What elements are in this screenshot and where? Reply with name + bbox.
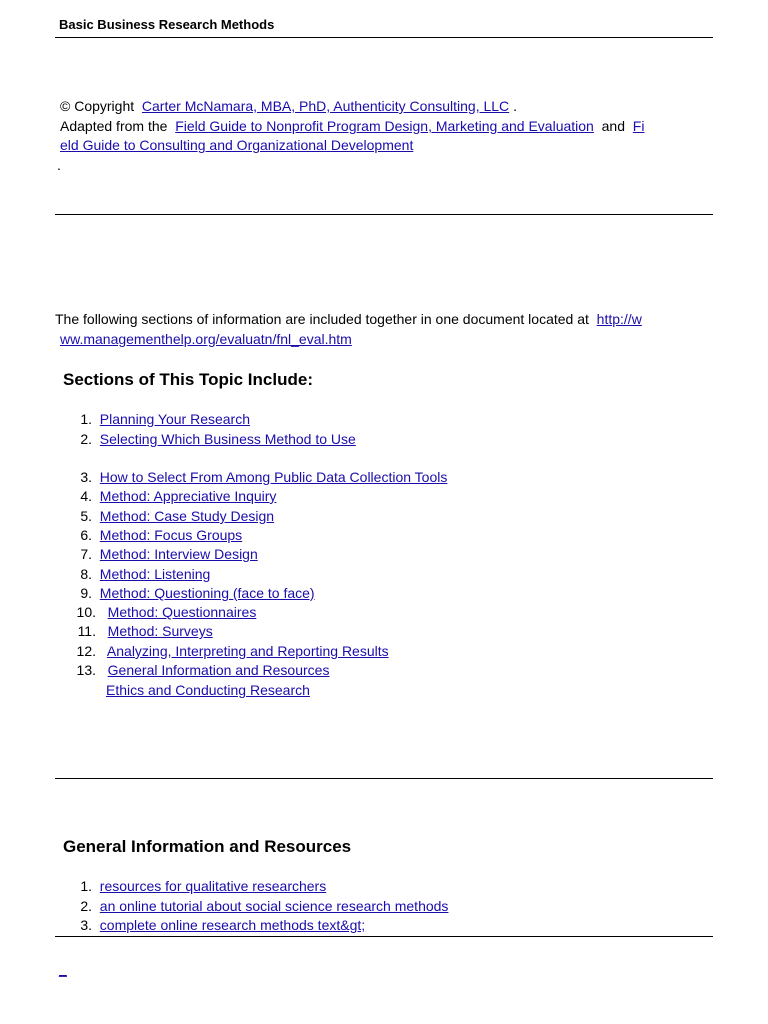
author-link[interactable]: Carter McNamara, MBA, PhD, Authenticity Consulting, LLC <box>141 98 510 114</box>
list-item-number: 11. <box>77 623 96 639</box>
list-item <box>60 604 256 620</box>
copyright-line <box>60 97 517 117</box>
adapted-and: and <box>601 118 625 134</box>
list-item-number: 13. <box>76 662 96 678</box>
section-link-public-data[interactable]: How to Select From Among Public Data Collection Tools <box>99 469 448 485</box>
field-guide-consulting-link-part2[interactable]: eld Guide to Consulting and Organizational Development <box>60 137 414 153</box>
section-link-planning[interactable]: Planning Your Research <box>99 411 251 427</box>
list-item <box>60 411 250 427</box>
list-item-number: 2. <box>80 431 92 447</box>
section-link-focus-groups[interactable]: Method: Focus Groups <box>99 527 243 543</box>
section-link-analyzing[interactable]: Analyzing, Interpreting and Reporting Results <box>106 643 389 659</box>
list-item <box>60 488 276 504</box>
list-item-number: 6. <box>80 527 92 543</box>
section-link-selecting[interactable]: Selecting Which Business Method to Use <box>99 431 356 447</box>
list-item-number: 9. <box>80 585 92 601</box>
resource-link-tutorial[interactable]: an online tutorial about social science research methods <box>99 898 449 914</box>
list-item <box>60 469 447 485</box>
section-link-interview[interactable]: Method: Interview Design <box>99 546 258 562</box>
general-heading: General Information and Resources <box>63 837 352 856</box>
list-item <box>60 585 315 601</box>
intro-text: The following sections of information are included together in one document located at <box>55 311 589 327</box>
intro-line-2 <box>60 330 352 350</box>
list-item-number: 10. <box>76 604 96 620</box>
section-divider-3 <box>55 936 713 937</box>
resource-link-methods-text[interactable]: complete online research methods text&gt; <box>99 917 366 933</box>
list-item <box>60 898 448 914</box>
list-item-number: 3. <box>80 469 92 485</box>
list-item <box>60 623 213 639</box>
list-item <box>60 546 258 562</box>
list-item-number: 4. <box>80 488 92 504</box>
section-link-questionnaires[interactable]: Method: Questionnaires <box>107 604 257 620</box>
footer-link[interactable]: _ <box>59 961 67 977</box>
copyright-suffix: . <box>513 98 517 114</box>
list-item-number: 7. <box>80 546 92 562</box>
list-item-number: 1. <box>80 878 92 894</box>
list-item-number: 2. <box>80 898 92 914</box>
section-divider-1 <box>55 214 713 215</box>
sections-heading: Sections of This Topic Include: <box>63 370 313 389</box>
list-item-number: 12. <box>76 643 96 659</box>
section-link-general[interactable]: General Information and Resources <box>107 662 330 678</box>
eval-doc-link-part2[interactable]: ww.managementhelp.org/evaluatn/fnl_eval.htm <box>60 331 352 347</box>
list-item <box>60 917 365 933</box>
list-item <box>60 662 329 678</box>
list-item-number: 5. <box>80 508 92 524</box>
resource-link-qualitative[interactable]: resources for qualitative researchers <box>99 878 327 894</box>
section-divider-2 <box>55 778 713 779</box>
adapted-prefix: Adapted from the <box>60 118 168 134</box>
section-link-questioning[interactable]: Method: Questioning (face to face) <box>99 585 315 601</box>
page-header-title: Basic Business Research Methods <box>59 17 275 32</box>
list-item-continuation <box>106 682 310 698</box>
list-item <box>60 643 389 659</box>
list-item <box>60 566 210 582</box>
list-item <box>60 508 274 524</box>
list-item <box>60 431 356 447</box>
section-link-case-study[interactable]: Method: Case Study Design <box>99 508 275 524</box>
list-item <box>60 878 326 894</box>
field-guide-nonprofit-link[interactable]: Field Guide to Nonprofit Program Design, Marketing and Evaluation <box>175 118 594 134</box>
section-link-listening[interactable]: Method: Listening <box>99 566 211 582</box>
adapted-line-2 <box>60 136 413 156</box>
header-divider <box>55 37 713 38</box>
adapted-line <box>60 117 644 137</box>
copyright-trailing-dot: . <box>57 157 61 173</box>
section-link-appreciative[interactable]: Method: Appreciative Inquiry <box>99 488 277 504</box>
list-item <box>60 527 242 543</box>
list-item-number: 1. <box>80 411 92 427</box>
section-link-surveys[interactable]: Method: Surveys <box>107 623 213 639</box>
intro-line <box>55 310 642 330</box>
list-item-number: 3. <box>80 917 92 933</box>
section-link-ethics[interactable]: Ethics and Conducting Research <box>106 682 310 698</box>
field-guide-consulting-link-part1[interactable]: Fi <box>632 118 645 134</box>
list-item-number: 8. <box>80 566 92 582</box>
eval-doc-link-part1[interactable]: http://w <box>596 311 642 327</box>
copyright-prefix: © Copyright <box>60 98 135 114</box>
